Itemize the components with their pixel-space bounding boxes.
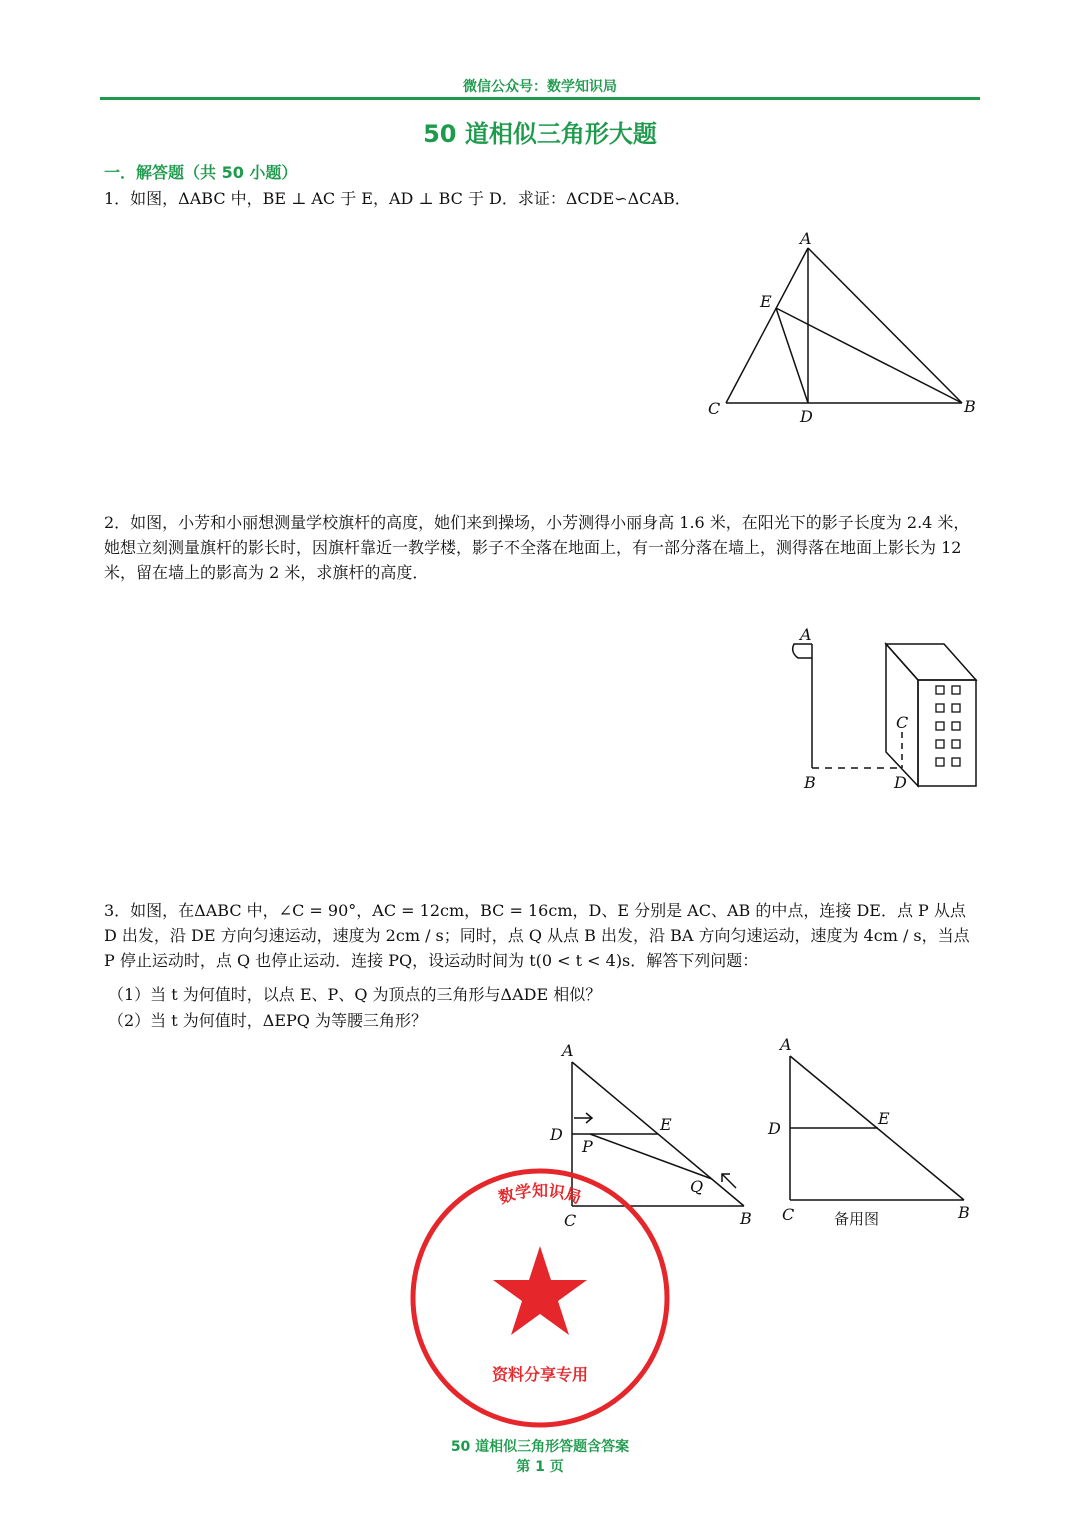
label-e: E [760,292,772,311]
label-c: C [564,1211,577,1230]
page-title: 50 道相似三角形大题 [423,120,657,148]
question-1: 1．如图，ΔABC 中，BE ⊥ AC 于 E，AD ⊥ BC 于 D．求证：ΔCDE∽ΔCAB． [104,189,691,208]
page-number: 第 1 页 [516,1459,564,1475]
building-front [918,680,976,786]
label-b: B [964,397,976,416]
label-b: B [740,1209,752,1228]
label-a: A [800,625,812,644]
seal-top-text: 数学知识局 [496,1181,584,1208]
question-3-part-2: （2）当 t 为何值时，ΔEPQ 为等腰三角形？ [108,1011,427,1030]
label-a: A [780,1035,792,1054]
flag [793,644,812,658]
label-c: C [708,399,721,418]
seal-bottom-text: 资料分享专用 [491,1365,589,1384]
header-text: 微信公众号：数学知识局 [463,79,617,95]
label-d: D [894,773,907,792]
label-b: B [804,773,816,792]
label-d: D [800,407,813,426]
label-d: D [768,1119,781,1138]
arrow-p-right [574,1113,592,1123]
segment-ca [726,248,808,403]
label-d: D [550,1125,563,1144]
label-c: C [782,1205,795,1224]
label-q: Q [690,1177,704,1196]
label-c: C [896,713,909,732]
footer-title: 50 道相似三角形答题含答案 [450,1439,630,1455]
segment-ab [808,248,962,403]
figure-2-flagpole [790,622,990,800]
building-top [886,644,976,680]
label-e: E [878,1109,890,1128]
arrow-q-up [722,1174,736,1188]
seal-star-icon [493,1246,587,1335]
question-3: 3．如图，在ΔABC 中，∠C = 90°，AC = 12cm，BC = 16cm，D、E 分别是 AC、AB 的中点，连接 DE．点 P 从点 D 出发，沿 DE 方向匀速运动，速度为 2cm / s；同时，点 Q 从点 B 出发，沿 BA 方向匀速运动，速度为 4cm / s，当点 P 停止运动时，点 Q 也停止运动．连接 PQ，设运动时间为 t(0 < t < 4)s．解答下列问题： [104,901,970,970]
label-e: E [660,1115,672,1134]
label-p: P [582,1137,593,1156]
figure-4-spare-diagram [760,1034,990,1230]
label-b: B [958,1203,970,1222]
label-a: A [562,1041,574,1060]
building-windows [936,686,960,766]
figure-1-triangle [700,228,990,428]
question-2: 2．如图，小芳和小丽想测量学校旗杆的高度，她们来到操场，小芳测得小丽身高 1.6 米，在阳光下的影子长度为 2.4 米，她想立刻测量旗杆的影长时，因旗杆靠近一教学楼，影子不全落在地面上，有一部分落在墙上，测得落在地面上影长为 12 米，留在墙上的影高为 2 米，求旗杆的高度． [104,513,970,582]
label-a: A [800,229,812,248]
watermark-seal [400,1158,690,1428]
question-3-part-1: （1）当 t 为何值时，以点 E、P、Q 为顶点的三角形与ΔADE 相似？ [108,985,602,1004]
spare-caption: 备用图 [834,1210,880,1228]
section-heading: 一．解答题（共 50 小题） [104,163,298,182]
header-rule [100,97,980,100]
